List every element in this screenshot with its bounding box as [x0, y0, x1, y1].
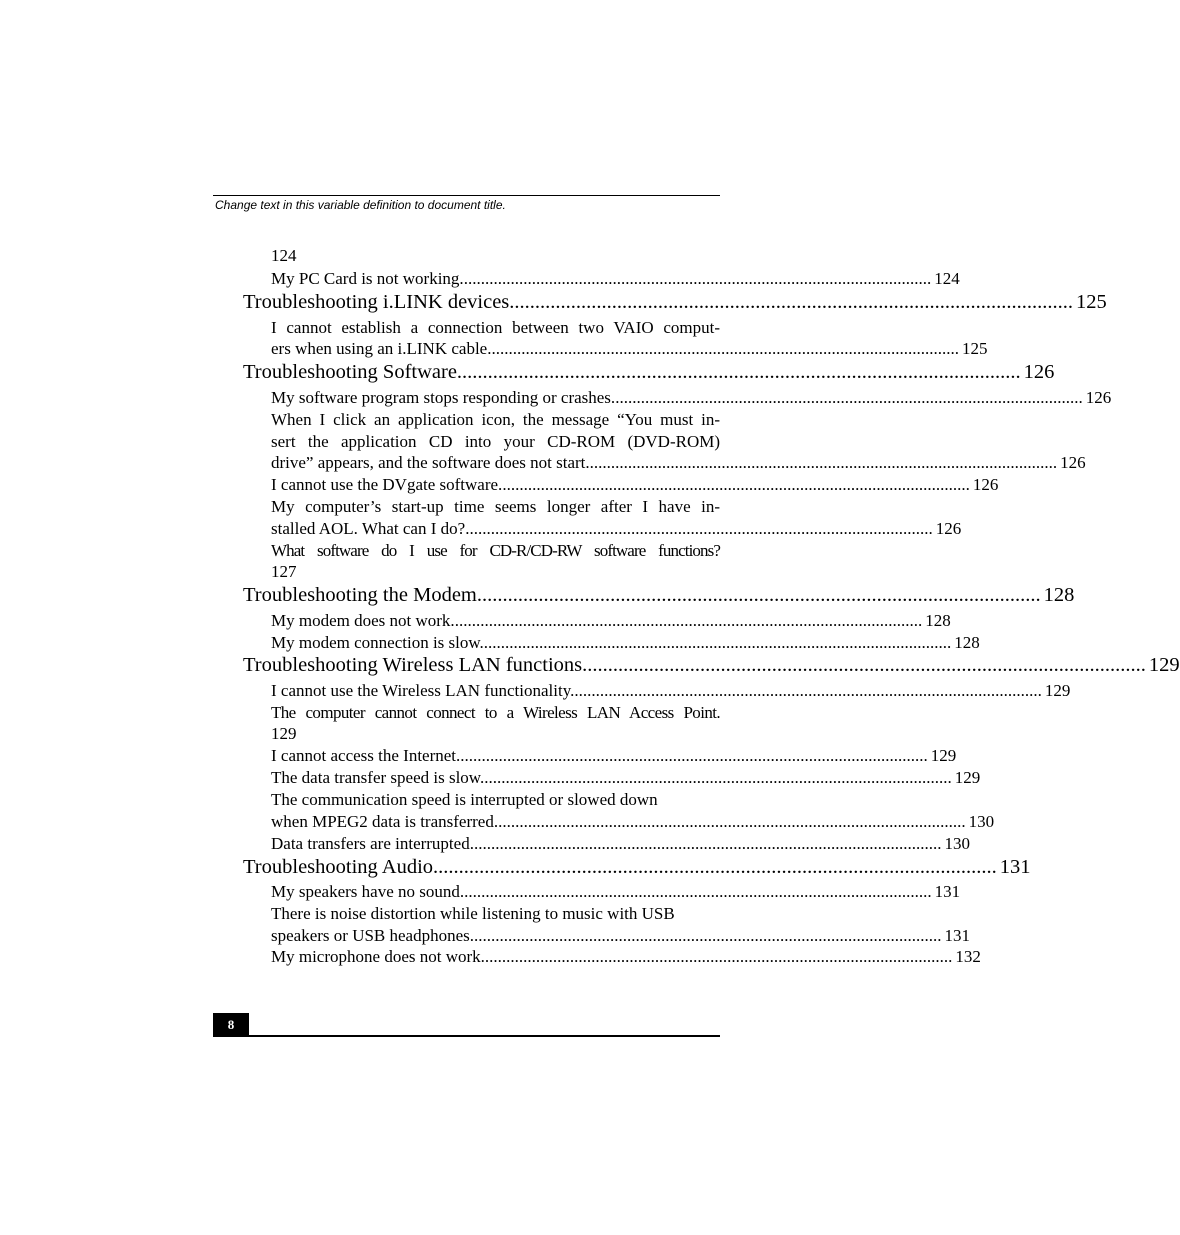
page-ref: 126 — [1085, 388, 1112, 407]
toc-entry[interactable]: My modem does not work. .............................................................................................................. 128 — [271, 611, 951, 630]
dot-leader: .............................................................................................................. — [484, 947, 953, 966]
page-ref: 130 — [944, 834, 970, 853]
toc-entry[interactable]: My PC Card is not working. .............................................................................................................. 124 — [271, 269, 960, 288]
page-ref: 126 — [935, 519, 962, 538]
toc-entry-line[interactable]: What software do I use for CD-R/CD-RW software functions? — [271, 541, 720, 560]
page-ref: 128 — [1043, 584, 1075, 606]
page-ref: 130 — [968, 812, 995, 831]
page-ref: 128 — [954, 633, 980, 652]
dot-leader: .............................................................................................................. — [474, 926, 942, 945]
dot-leader: .............................................................................................................. — [464, 882, 932, 901]
dot-leader: .............................................................................................................. — [476, 584, 1041, 606]
page-ref: 125 — [961, 339, 988, 358]
toc-continuation-line: 127 — [271, 562, 297, 581]
toc-section-heading[interactable]: Troubleshooting i.LINK devices .............................................................................................................. 125 — [243, 291, 1107, 313]
toc-entry-line[interactable]: My computer’s start-up time seems longer after I have in- — [271, 497, 720, 516]
dot-leader: .............................................................................................................. — [454, 611, 923, 630]
toc-entry[interactable]: My speakers have no sound. .............................................................................................................. 131 — [271, 882, 961, 901]
page-ref: 124 — [934, 269, 960, 288]
dot-leader: .............................................................................................................. — [574, 681, 1042, 700]
dot-leader: .............................................................................................................. — [615, 388, 1083, 407]
page-ref: 131 — [934, 882, 961, 901]
toc-entry[interactable]: I cannot use the DVgate software. .............................................................................................................. 126 — [271, 475, 999, 494]
toc-entry[interactable]: I cannot use the Wireless LAN functionality. .............................................................................................................. 129 — [271, 681, 1071, 700]
toc-section-heading[interactable]: Troubleshooting Wireless LAN functions .............................................................................................................. 129 — [243, 654, 1180, 676]
page-number-badge — [213, 1013, 249, 1037]
page-ref: 125 — [1076, 291, 1107, 313]
toc-continuation-line: 129 — [271, 724, 297, 743]
dot-leader: .............................................................................................................. — [473, 834, 942, 853]
dot-leader: .............................................................................................................. — [433, 856, 997, 878]
toc-section-heading[interactable]: Troubleshooting Audio .............................................................................................................. 131 — [243, 856, 1031, 878]
page-number: 8 — [227, 1017, 235, 1032]
toc-entry[interactable]: I cannot access the Internet. .............................................................................................................. 129 — [271, 746, 957, 765]
page-ref: 131 — [999, 856, 1031, 878]
page-ref: 131 — [944, 926, 971, 945]
toc-entry-line[interactable]: sert the application CD into your CD-ROM (DVD-ROM) — [271, 432, 720, 451]
toc-entry-line[interactable]: I cannot establish a connection between two VAIO comput- — [271, 318, 720, 337]
page-ref: 129 — [1044, 681, 1071, 700]
dot-leader: .............................................................................................................. — [491, 339, 959, 358]
dot-leader: .............................................................................................................. — [509, 291, 1074, 313]
toc-section-heading[interactable]: Troubleshooting the Modem .............................................................................................................. 128 — [243, 584, 1075, 606]
page-ref: 132 — [955, 947, 981, 966]
page-ref: 129 — [1148, 654, 1180, 676]
page-ref: 126 — [972, 475, 999, 494]
running-header: Change text in this variable definition to document title. — [215, 198, 506, 212]
footer-rule — [213, 1035, 720, 1037]
toc-entry[interactable]: The data transfer speed is slow. .............................................................................................................. 129 — [271, 768, 981, 787]
page-ref: 129 — [930, 746, 957, 765]
dot-leader: .............................................................................................................. — [502, 475, 970, 494]
dot-leader: .............................................................................................................. — [465, 519, 933, 538]
page-ref: 128 — [925, 611, 951, 630]
toc-entry-line[interactable]: When I click an application icon, the message “You must in- — [271, 410, 720, 429]
toc-entry-line[interactable]: The computer cannot connect to a Wireless LAN Access Point. — [271, 703, 720, 722]
dot-leader: .............................................................................................................. — [498, 812, 966, 831]
dot-leader: .............................................................................................................. — [589, 453, 1058, 472]
toc-entry[interactable]: Data transfers are interrupted. .............................................................................................................. 130 — [271, 834, 970, 853]
dot-leader: .............................................................................................................. — [582, 654, 1146, 676]
toc-entry[interactable]: ers when using an i.LINK cable. .............................................................................................................. 125 — [271, 339, 988, 358]
dot-leader: .............................................................................................................. — [484, 768, 952, 787]
page-ref: 129 — [954, 768, 981, 787]
dot-leader: .............................................................................................................. — [460, 746, 928, 765]
toc-entry-line[interactable]: The communication speed is interrupted or slowed down — [271, 790, 658, 809]
toc-entry[interactable]: My microphone does not work. .............................................................................................................. 132 — [271, 947, 981, 966]
toc-entry[interactable]: speakers or USB headphones. .............................................................................................................. 131 — [271, 926, 971, 945]
toc-entry[interactable]: My software program stops responding or crashes. .............................................................................................................. 126 — [271, 388, 1112, 407]
toc-entry[interactable]: drive” appears, and the software does not start. .............................................................................................................. 126 — [271, 453, 1086, 472]
dot-leader: .............................................................................................................. — [456, 361, 1021, 383]
toc-continuation-line: 124 — [271, 246, 297, 265]
dot-leader: .............................................................................................................. — [483, 633, 952, 652]
page-ref: 126 — [1023, 361, 1055, 383]
toc-entry[interactable]: when MPEG2 data is transferred. .............................................................................................................. 130 — [271, 812, 995, 831]
toc-entry-line[interactable]: There is noise distortion while listening to music with USB — [271, 904, 675, 923]
page-ref: 126 — [1060, 453, 1086, 472]
toc-entry[interactable]: My modem connection is slow. .............................................................................................................. 128 — [271, 633, 980, 652]
toc-entry[interactable]: stalled AOL. What can I do? .............................................................................................................. 126 — [271, 519, 962, 538]
header-rule — [213, 195, 720, 196]
toc-section-heading[interactable]: Troubleshooting Software .............................................................................................................. 126 — [243, 361, 1055, 383]
dot-leader: .............................................................................................................. — [463, 269, 932, 288]
